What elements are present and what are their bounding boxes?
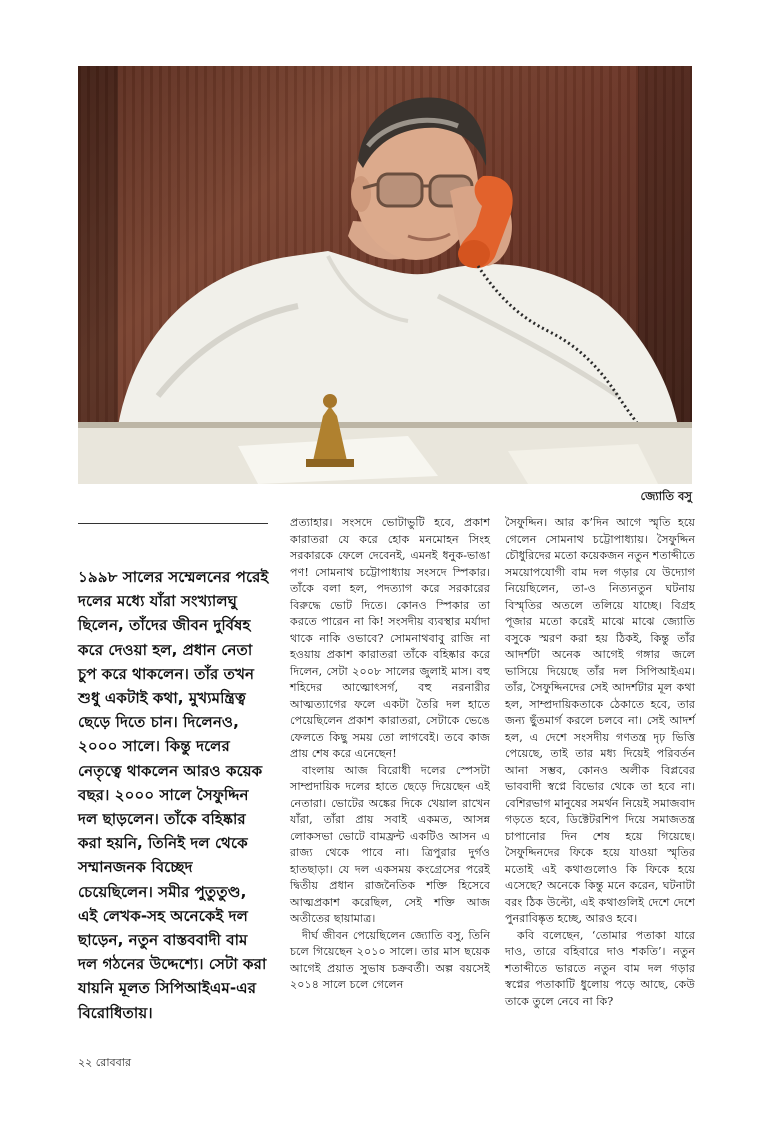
photo-illustration — [78, 66, 692, 484]
paragraph: কবি বলেছেন, ‘তোমার পতাকা যারে দাও, তারে বহিবারে দাও শকতি’। নতুন শতাব্দীতে ভারতে নতুন বাম দল গড়ার স্বপ্নের পতাকাটি ধুলোয় পড়ে আছে, কেউ তাকে তুলে নেবে না কি? — [505, 928, 695, 1008]
photo-caption: জ্যোতি বসু — [640, 489, 692, 503]
article-photo — [78, 66, 692, 484]
paragraph: দীর্ঘ জীবন পেয়েছিলেন জ্যোতি বসু, তিনি চলে গিয়েছেন ২০১০ সালে। তার মাস ছয়েক আগেই প্রয়াত সুভাষ চক্রবর্তী। অল্প বয়সেই ২০১৪ সালে চলে গেলেন — [290, 928, 490, 991]
paragraph: প্রত্যাহার। সংসদে ভোটাভুটি হবে, প্রকাশ কারাতরা যে করে হোক মনমোহন সিংহ সরকারকে ফেলে দেবেনই, এমনই ধনুক-ভাঙা পণ! সোমনাথ চট্টোপাধ্যায় সংসদে স্পিকার। তাঁকে বলা হল, পদত্যাগ করে সরকারের বিরুদ্ধে ভোট দিতে। কোনও স্পিকার তা করতে পারেন না কি! সংসদীয় ব্যবস্থার মর্যাদা থাকে নাকি ওভাবে? সোমনাথবাবু রাজি না হওয়ায় প্রকাশ কারাতরা তাঁকে বহিষ্কার করে দিলেন, সেটা ২০০৮ সালের জুলাই মাস। বহু শহিদের আত্মোৎসর্গ, বহু নরনারীর আত্মত্যাগের ফলে একটা তৈরি দল হাতে পেয়েছিলেন প্রকাশ কারাতরা, সেটাকে ভেঙে ফেলতে কিছু সময় তো লাগবেই। তবে কাজ প্রায় শেষ করে এনেছেন! — [290, 516, 490, 760]
article-column-middle — [290, 515, 490, 994]
paragraph: বাংলায় আজ বিরোধী দলের স্পেসটা সাম্প্রদায়িক দলের হাতে ছেড়ে দিয়েছেন এই নেতারা। ভোটের অঙ্কের দিকে খেয়াল রাখেন যাঁরা, তাঁরা প্রায় সবাই একমত, আসন্ন লোকসভা ভোটে বামফ্রন্ট একটিও আসন এ রাজ্য থেকে পাবে না। ত্রিপুরার দুর্গও হাতছাড়া। যে দল একসময় কংগ্রেসের পরেই দ্বিতীয় প্রধান রাজনৈতিক শক্তি হিসেবে আত্মপ্রকাশ করেছিল, সেই শক্তি আজ অতীতের ছায়ামাত্র। — [290, 763, 490, 925]
pull-quote: ১৯৯৮ সালের সম্মেলনের পরেই দলের মধ্যে যাঁরা সংখ্যালঘু ছিলেন, তাঁদের জীবন দুর্বিষহ করে দেওয়া হল, প্রধান নেতা চুপ করে থাকলেন। তাঁর তখন শুধু একটাই কথা, মুখ্যমন্ত্রিত্ব ছেড়ে দিতে চান। দিলেনও, ২০০০ সালে। কিন্তু দলের নেতৃত্বে থাকলেন আরও কয়েক বছর। ২০০০ সালে সৈফুদ্দিন দল ছাড়লেন। তাঁকে বহিষ্কার করা হয়নি, তিনিই দল থেকে সম্মানজনক বিচ্ছেদ চেয়েছিলেন। সমীর পুতুতুণ্ড, এই লেখক-সহ অনেকেই দল ছাড়েন, নতুন বাস্তববাদী বাম দল গঠনের উদ্দেশ্যে। সেটা করা যায়নি মূলত সিপিআইএম-এর বিরোধিতায়। — [78, 568, 269, 1022]
page-folio: ২২ রোববার — [78, 1056, 131, 1069]
paragraph: সৈফুদ্দিন। আর ক’দিন আগে স্মৃতি হয়ে গেলেন সোমনাথ চট্টোপাধ্যায়। সৈফুদ্দিন চৌধুরিদের মতো কয়েকজন নতুন শতাব্দীতে সময়োপযোগী বাম দল গড়ার যে উদ্যোগ নিয়েছিলেন, তা-ও নিত্যনতুন ঘটনায় বিস্মৃতির অতলে তলিয়ে যাচ্ছে। বিগ্রহ পূজার মতো করেই মাঝে মাঝে জ্যোতি বসুকে স্মরণ করা হয় ঠিকই, কিন্তু তাঁর আদর্শটা অনেক আগেই গঙ্গার জলে ভাসিয়ে দিয়েছে তাঁর দল সিপিআইএম। তাঁর, সৈফুদ্দিনদের সেই আদর্শটার মূল কথা হল, সাম্প্রদায়িকতাকে ঠেকাতে হবে, তার জন্য ছুঁতমার্গ করলে চলবে না। সেই আদর্শ হল, এ দেশে সংসদীয় গণতন্ত্র দৃঢ় ভিত্তি পেয়েছে, তাই তার মধ্য দিয়েই পরিবর্তন আনা সম্ভব, কোনও অলীক বিপ্লবের ভাববাদী স্বপ্নে বিভোর থেকে তা হবে না। বেশিরভাগ মানুষের সমর্থন নিয়েই সমাজবাদ গড়তে হবে, ডিক্টেটরশিপ দিয়ে সমাজতন্ত্র চাপানোর দিন শেষ হয়ে গিয়েছে। সৈফুদ্দিনদের ফিকে হয়ে যাওয়া স্মৃতির মতোই এই কথাগুলোও কি ফিকে হয়ে এসেছে? অনেকে কিন্তু মনে করেন, ঘটনাটা বরং ঠিক উল্টো, এই কথাগুলিই দেশে দেশে পুনরাবিষ্কৃত হচ্ছে, আরও হবে। — [505, 516, 695, 925]
pullquote-rule — [78, 523, 268, 524]
article-column-right — [505, 515, 695, 1010]
